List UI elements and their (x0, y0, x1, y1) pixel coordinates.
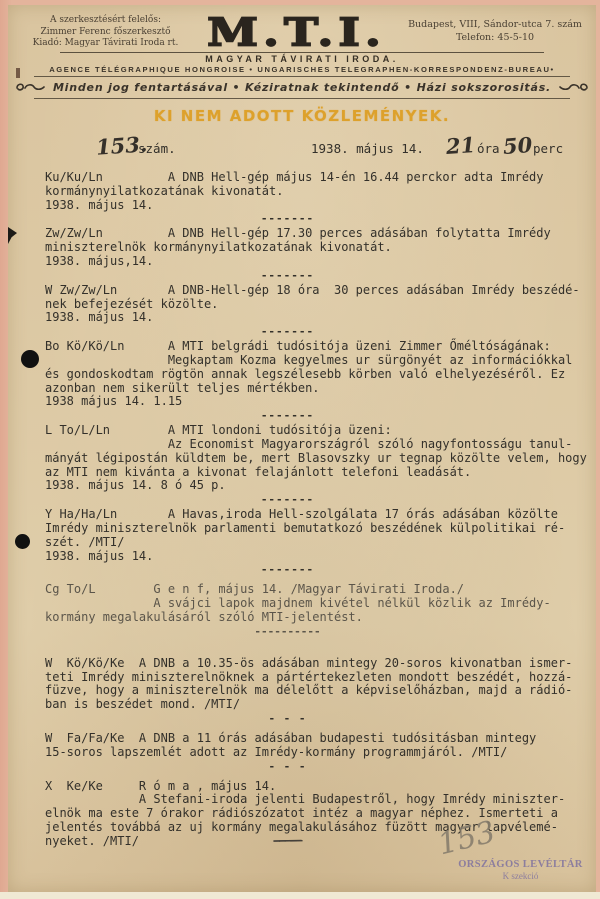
item-line: 15-soros lapszemlét adott az Imrédy-kormány programmjáról. /MTI/ (45, 744, 508, 759)
scroll-ornament-icon (15, 78, 45, 97)
item-line: Cg To/L G e n f, május 14. /Magyar Távirati Iroda./ (45, 582, 465, 597)
letterhead (8, 5, 596, 55)
item-line: Bo Kö/Kö/Ln A MTI belgrádi tudósitója üzeni Zimmer Őméltóságának: (45, 339, 551, 354)
item-line: kormánynyilatkozatának kivonatát. (45, 183, 284, 198)
news-item (45, 227, 590, 280)
mti-logo: M.T.I. (207, 9, 386, 55)
item-separator: - - - (268, 711, 307, 725)
edge-mark (16, 68, 20, 78)
bulletin-title: KI NEM ADOTT KÖZLEMÉNYEK. (153, 107, 451, 125)
item-separator: ------- (260, 268, 315, 282)
item-line: és gondoskodtam rögtön annak legszélesebb körben való elhelyezéséről. Ez (45, 366, 566, 381)
item-line: L To/L/Ln A MTI londoni tudósitója üzeni: (45, 423, 392, 438)
archive-stamp (458, 859, 583, 881)
item-line: azonban nem sikerült teljes mértékben. (45, 380, 320, 395)
news-item (45, 780, 590, 847)
address-line: Budapest, VIII, Sándor-utca 7. szám (408, 19, 582, 30)
edge-mark (8, 227, 17, 244)
item-line: nek befejezését közölte. (45, 296, 219, 311)
agency-international-name: AGENCE TÉLÉGRAPHIQUE HONGROISE • UNGARISCHES TELEGRAPHEN-KORRESPONDENZ-BUREAU• (49, 65, 555, 74)
item-line: Zw/Zw/Ln A DNB Hell-gép 17.30 perces adásában folytatta Imrédy (45, 226, 551, 241)
address-info (400, 12, 590, 44)
stamp-line: K szekció (502, 871, 539, 881)
item-line: miniszterelnök kormánynyilatkozatának kivonatát. (45, 240, 392, 255)
agency-name: MAGYAR TÁVIRATI IRODA. (205, 54, 399, 64)
editor-info-line: Kiadó: Magyar Távirati Iroda rt. (32, 38, 179, 48)
item-separator: ------- (260, 325, 315, 339)
news-item (45, 583, 590, 636)
logo-wrap (193, 9, 400, 55)
hole-punch (15, 534, 30, 549)
rights-banner (8, 78, 596, 97)
item-line: elnök ma este 7 órakor rádiószózatot intéz a magyar néphez. Ismerteti a (45, 806, 558, 821)
item-separator: ------- (260, 212, 315, 226)
item-line: Y Ha/Ha/Ln A Havas,iroda Hell-szolgálata 17 órás adásában közölte (45, 507, 558, 522)
issue-number-handwritten: 153. (95, 131, 148, 160)
item-separator: ------- (260, 563, 315, 577)
header-rule-top (60, 52, 544, 53)
item-line: W Fa/Fa/Ke A DNB a 11 órás adásában budapesti tudósitásban mintegy (45, 730, 537, 745)
item-line: W Zw/Zw/Ln A DNB-Hell-gép 18 óra 30 perces adásában Imrédy beszédé- (45, 282, 580, 297)
editor-info (18, 12, 193, 50)
news-item (45, 732, 590, 772)
item-line: A svájci lapok majdnem kivétel nélkül közlik az Imrédy- (45, 596, 551, 611)
item-line: füzve, hogy a miniszterelnök ma délelőtt a képviselőházban, majd a rádió- (45, 683, 573, 698)
item-separator: ————— (273, 834, 302, 848)
news-item (45, 657, 590, 724)
item-line: W Kö/Kö/Ke A DNB a 10.35-ös adásában mintegy 20-soros kivonatban ismer- (45, 655, 573, 670)
item-line: kormány megalakulásáról szóló MTI-jelentést. (45, 609, 363, 624)
issue-hour-label: óra (477, 141, 500, 156)
item-separator: ------- (260, 493, 315, 507)
issue-number-suffix: szám. (138, 141, 176, 156)
editor-info-line: Zimmer Ferenc főszerkesztő (40, 26, 171, 37)
scroll-ornament-icon (559, 78, 589, 97)
issue-minute-label: perc (533, 141, 564, 156)
item-line: A Stefani-iroda jelenti Budapestről, hogy Imrédy miniszter- (45, 792, 566, 807)
address-line: Telefon: 45-5-10 (455, 32, 535, 43)
stamp-line: ORSZÁGOS LEVÉLTÁR (458, 859, 583, 870)
item-line: 1938. május,14. (45, 253, 154, 268)
item-line: mányát légipostán küldtem be, mert Blasovszky ur tegnap közölte velem, hogy (45, 450, 587, 465)
item-line: Megkaptam Kozma kegyelmes ur sürgönyét az információkkal (45, 352, 573, 367)
archive-page-number-pencil: 153 (434, 814, 499, 863)
item-line: 1938. május 14. (45, 548, 154, 563)
item-line: 1938 május 14. 1.15 (45, 394, 183, 409)
header-rule-bottom (34, 98, 570, 99)
item-line: az MTI nem kivánta a kivonat felajánlott telefoni leadását. (45, 464, 472, 479)
item-line: szét. /MTI/ (45, 534, 125, 549)
item-separator: - - - (268, 759, 307, 773)
editor-info-line: A szerkesztésért felelős: (50, 15, 161, 25)
item-line: 1938. május 14. (45, 310, 154, 325)
item-line: Az Economist Magyarországról szóló nagyfontosságu tanul- (45, 436, 573, 451)
document-paper (8, 5, 596, 892)
news-item (45, 508, 590, 575)
item-separator: ---------- (254, 624, 321, 638)
item-line: nyeket. /MTI/ (45, 833, 139, 848)
header-rule-middle (34, 76, 570, 77)
news-item (45, 284, 590, 337)
item-separator: ------- (260, 409, 315, 423)
item-line: 1938. május 14. (45, 197, 154, 212)
item-line: X Ke/Ke R ó m a , május 14. (45, 778, 277, 793)
hole-punch (21, 350, 39, 368)
issue-date: 1938. május 14. (311, 141, 424, 156)
issue-minute-handwritten: 50 (502, 132, 534, 159)
item-line: ban is beszédet mond. /MTI/ (45, 697, 241, 712)
news-item (45, 424, 590, 505)
scan-bottom-edge (0, 892, 600, 899)
item-line: jelentés továbbá az uj kormány megalakulásához füzött magyar lapvélemé- (45, 819, 558, 834)
item-line: 1938. május 14. 8 ó 45 p. (45, 478, 226, 493)
issue-hour-handwritten: 21 (445, 132, 477, 159)
item-line: teti Imrédy miniszterelnöknek a pártértekezleten mondott beszédét, hozzá- (45, 669, 573, 684)
item-line: Ku/Ku/Ln A DNB Hell-gép május 14-én 16.44 perckor adta Imrédy (45, 170, 544, 184)
news-item (45, 340, 590, 421)
issue-line (8, 133, 596, 165)
item-line: Imrédy miniszterelnök parlamenti bemutatkozó beszédének külpolitikai ré- (45, 520, 566, 535)
rights-line: Minden jog fentartásával • Kéziratnak tekintendő • Házi sokszorositás. (52, 81, 552, 94)
news-item (45, 171, 590, 224)
news-items (45, 171, 590, 846)
